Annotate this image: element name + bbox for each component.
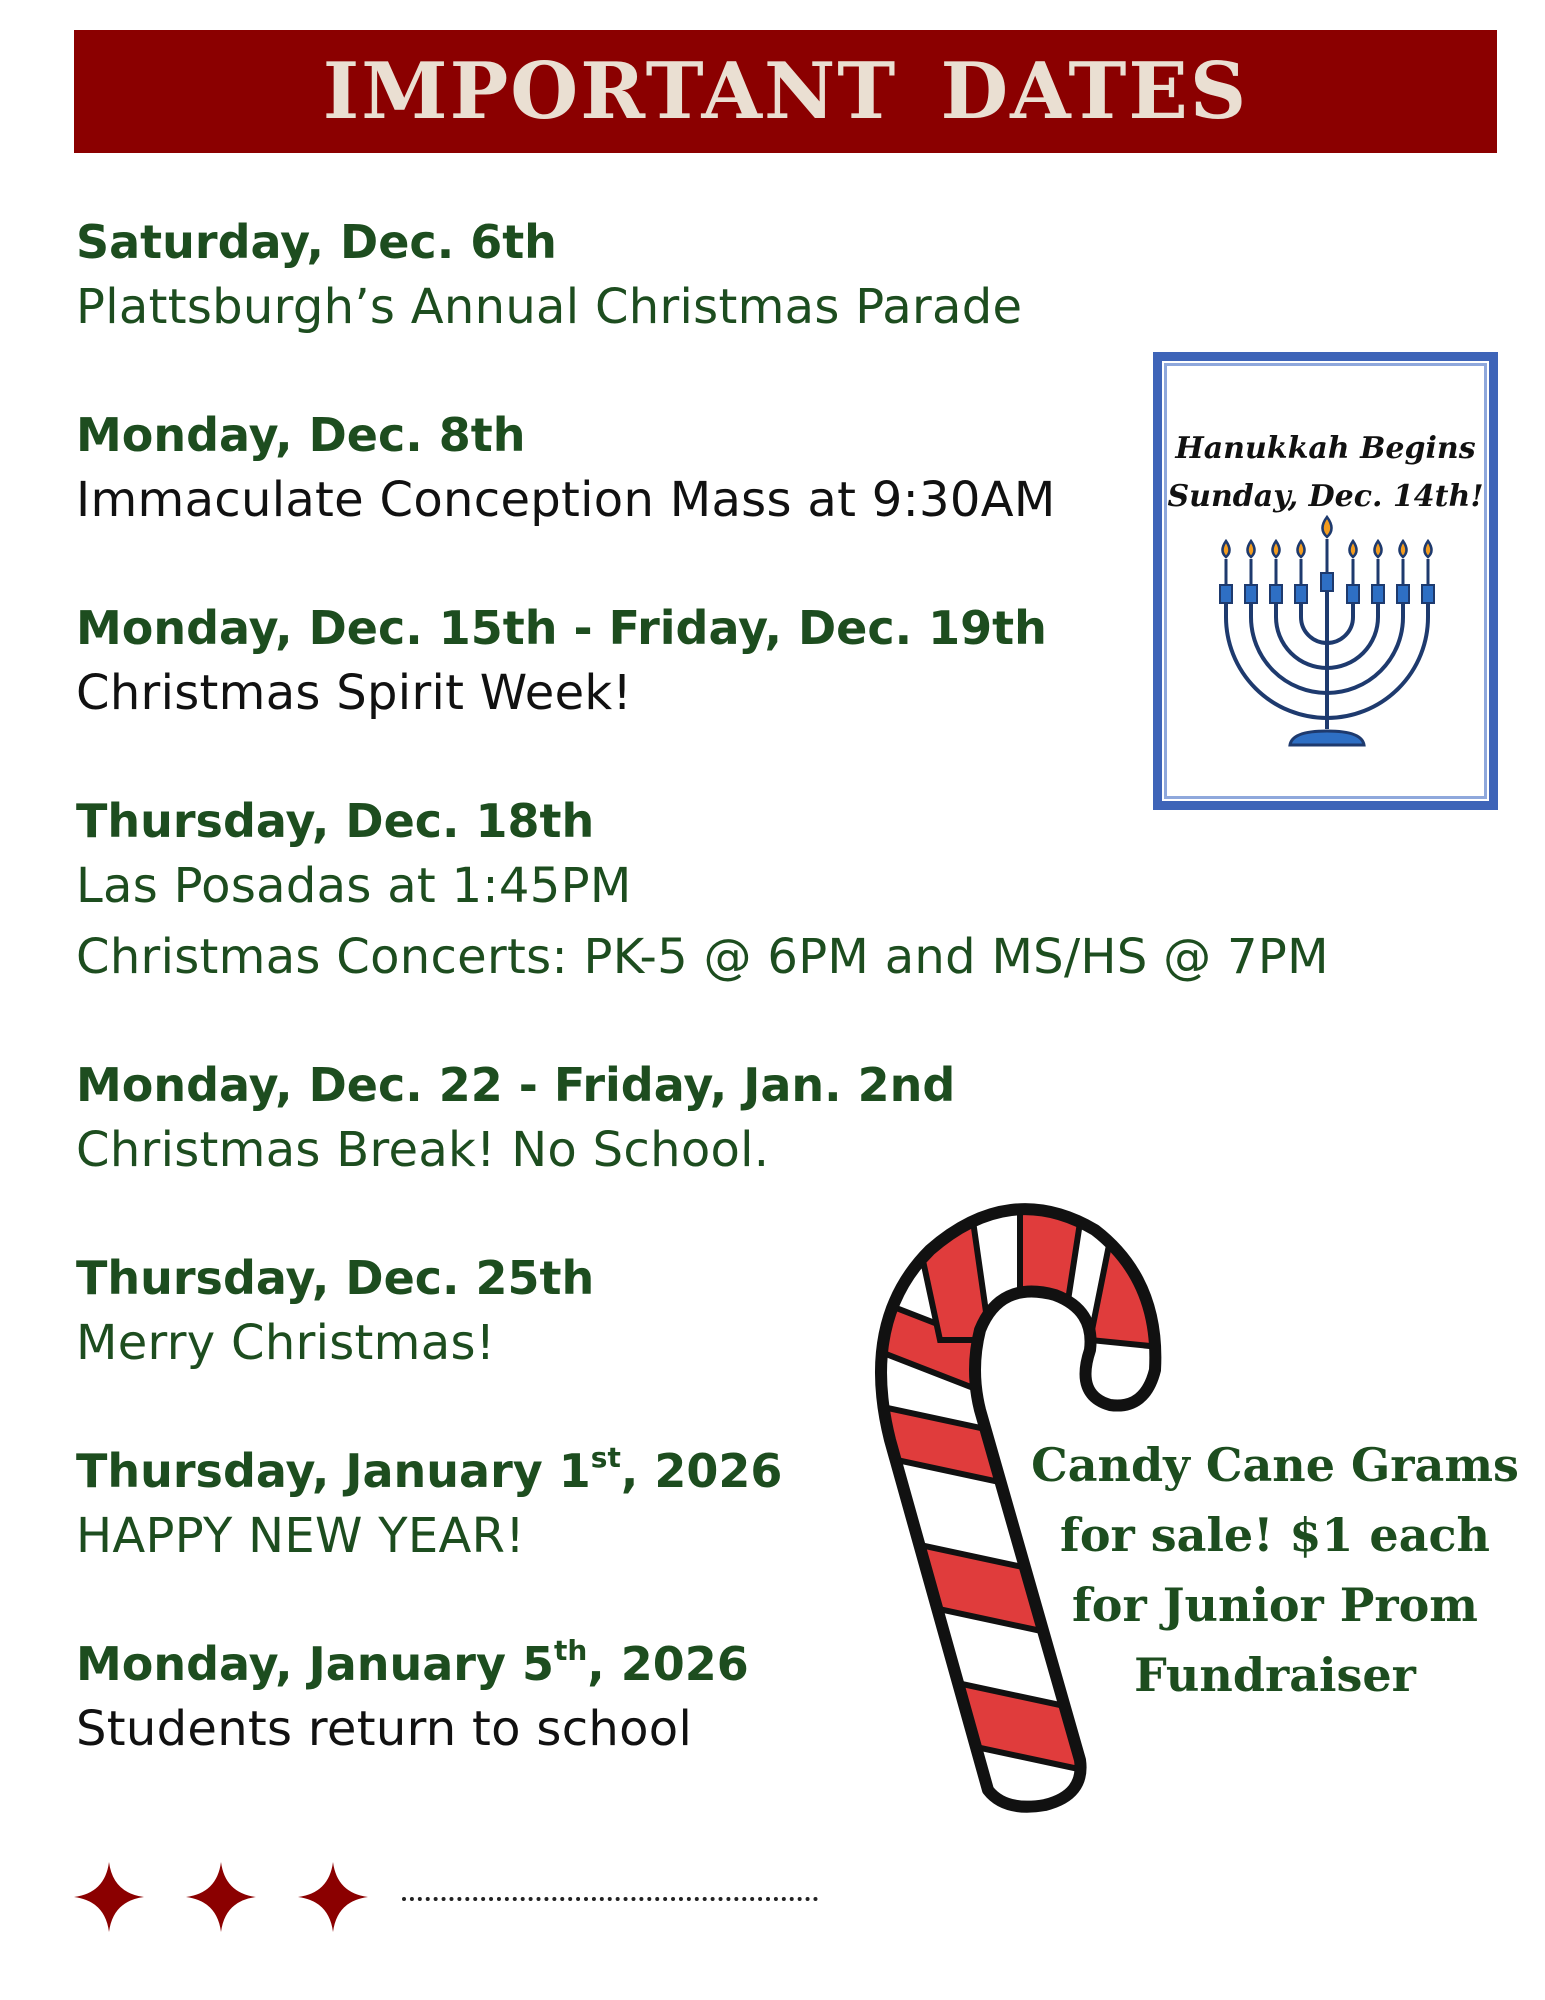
event-item (76, 1441, 782, 1572)
promo-line: Candy Cane Grams (1031, 1438, 1519, 1492)
menorah-icon (1212, 509, 1442, 749)
event-description: Christmas Break! No School. (76, 1122, 770, 1178)
event-item (76, 1248, 594, 1379)
event-item (76, 598, 1047, 729)
event-description: Merry Christmas! (76, 1315, 496, 1371)
event-date: Monday, Dec. 22 - Friday, Jan. 2nd (76, 1058, 956, 1112)
star-icon (186, 1862, 256, 1932)
event-item (76, 405, 1056, 536)
event-description: Christmas Concerts: PK-5 @ 6PM and MS/HS @ 7PM (76, 929, 1329, 985)
event-item (76, 1634, 749, 1765)
hanukkah-date: Sunday, Dec. 14th! (1167, 479, 1484, 514)
page-title: IMPORTANT DATES (322, 46, 1249, 137)
promo-line: Fundraiser (1134, 1648, 1416, 1702)
event-date: Monday, Dec. 15th - Friday, Dec. 19th (76, 601, 1047, 655)
event-date: Saturday, Dec. 6th (76, 215, 557, 269)
event-description: HAPPY NEW YEAR! (76, 1508, 525, 1564)
event-item (76, 212, 1022, 343)
event-description: Students return to school (76, 1701, 693, 1757)
event-item (76, 791, 1329, 993)
event-date: Monday, Dec. 8th (76, 408, 526, 462)
dotted-divider (402, 1897, 818, 1901)
hanukkah-title: Hanukkah Begins (1175, 431, 1476, 466)
event-date: Thursday, Dec. 18th (76, 794, 595, 848)
event-date: Monday, January 5th, 2026 (76, 1634, 749, 1691)
event-description: Immaculate Conception Mass at 9:30AM (76, 472, 1056, 528)
hanukkah-card (1153, 352, 1498, 810)
event-description: Christmas Spirit Week! (76, 665, 633, 721)
header-banner (74, 30, 1497, 153)
event-date: Thursday, January 1st, 2026 (76, 1441, 783, 1498)
star-icon (298, 1862, 368, 1932)
star-icon (74, 1862, 144, 1932)
event-description: Plattsburgh’s Annual Christmas Parade (76, 279, 1023, 335)
promo-line: for sale! $1 each (1060, 1508, 1490, 1562)
candy-cane-promo (1030, 1430, 1520, 1710)
promo-line: for Junior Prom (1072, 1578, 1478, 1632)
event-date: Thursday, Dec. 25th (76, 1251, 595, 1305)
event-description: Las Posadas at 1:45PM (76, 858, 632, 914)
event-item (76, 1055, 955, 1186)
